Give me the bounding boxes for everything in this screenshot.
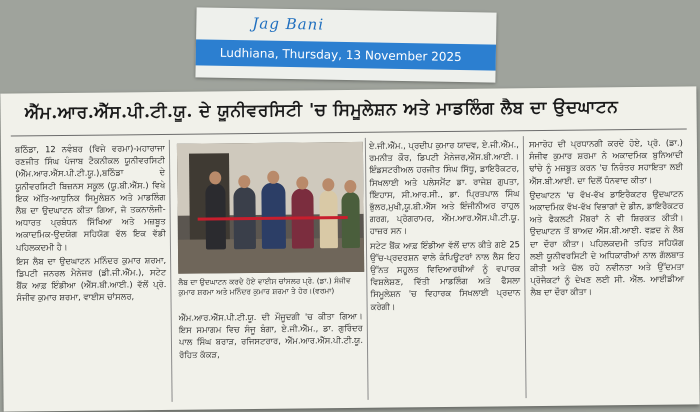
person-head <box>238 175 250 188</box>
person-head <box>322 178 334 191</box>
paragraph: ਬਠਿੰਡਾ, 12 ਨਵੰਬਰ (ਵਿਜੇ ਵਰਮਾ)-ਮਹਾਰਾਜਾ ਰਣਜੀਤ ਸਿੰਘ ਪੰਜਾਬ ਟੈਕਨੀਕਲ ਯੂਨੀਵਰਸਿਟੀ (ਐੱਮ.ਆਰ.ਐੱਸ.ਪੀ.ਟੀ.ਯੂ.),ਬਠਿੰਡਾ ਦੇ ਯੂਨੀਵਰਸਿਟੀ ਬਿਜ਼ਨਸ ਸਕੂਲ (ਯੂ.ਬੀ.ਐੱਸ.) ਵਿਖੇ ਇਕ ਅੱਤਿ-ਆਧੁਨਿਕ ਸਿਮੂਲੇਸ਼ਨ ਅਤੇ ਮਾਡਲਿੰਗ ਲੈਬ ਦਾ ਉਦਘਾਟਨ ਕੀਤਾ ਗਿਆ, ਜੋ ਤਕਨਾਲੋਜੀ-ਅਧਾਰਤ ਪ੍ਰਬੰਧਨ ਸਿੱਖਿਆ ਅਤੇ ਮਜ਼ਬੂਤ ਅਕਾਦਮਿਕ-ਉਦਯੋਗ ਸਹਿਯੋਗ ਵੱਲ ਇਕ ਵੱਡੀ ਪਹਿਲਕਦਮੀ ਹੈ। <box>14 142 166 253</box>
paragraph: ਸਮਾਰੋਹ ਦੀ ਪ੍ਰਧਾਨਗੀ ਕਰਦੇ ਹੋਏ, ਪ੍ਰੋ. (ਡਾ.) ਸੰਜੀਵ ਕੁਮਾਰ ਸ਼ਰਮਾ ਨੇ ਅਕਾਦਮਿਕ ਬੁਨਿਆਦੀ ਢਾਂਚੇ ਨੂੰ ਮਜ਼ਬੂਤ ਕਰਨ 'ਚ ਨਿਰੰਤਰ ਸਹਾਇਤਾ ਲਈ ਐੱਸ.ਬੀ.ਆਈ. ਦਾ ਦਿਲੋਂ ਧੰਨਵਾਦ ਕੀਤਾ। <box>528 137 684 186</box>
paragraph: ਏ.ਜੀ.ਐੱਮ., ਪ੍ਰਦੀਪ ਕੁਮਾਰ ਯਾਦਵ, ਏ.ਜੀ.ਐੱਮ., ਰਮਨੀਤ ਕੌਰ, ਡਿਪਟੀ ਮੈਨੇਜਰ,ਐੱਸ.ਬੀ.ਆਈ.। ਇੰਡਸਟਰੀਅਲ ਹਰਜੀਤ ਸਿੰਘ ਸਿੱਧੂ, ਡਾਇਰੈਕਟਰ, ਸਿਖਲਾਈ ਅਤੇ ਪਲੇਸਮੈਂਟ ਡਾ. ਰਾਜੇਸ਼ ਗੁਪਤਾ, ਇਿਹਾਸ, ਸੀ.ਆਰ.ਸੀ., ਡਾ. ਪ੍ਰਿਤਪਾਲ ਸਿੰਘ ਭੁੱਲਰ,ਮੁਖੀ,ਯੂ.ਬੀ.ਐੱਸ ਅਤੇ ਇੰਜੀਨੀਅਰ ਰਾਹੁਲ ਗਰਗ, ਪ੍ਰੋਗਰਾਮਰ, ਐੱਮ.ਆਰ.ਐੱਸ.ਪੀ.ਟੀ.ਯੂ. ਹਾਜ਼ਰ ਸਨ। <box>368 139 520 237</box>
newspaper-masthead <box>195 7 496 82</box>
paragraph: ਉਦਘਾਟਨ 'ਚ ਵੱਖ-ਵੱਖ ਡਾਇਰੈਕਟਰ ਉਦਘਾਟਨ ਅਕਾਦਮਿਕ ਵੱਖ-ਵੱਖ ਵਿਭਾਗਾਂ ਦੇ ਡੀਨ, ਡਾਇਰੈਕਟਰ ਅਤੇ ਫੈਕਲਟੀ ਮੈਂਬਰਾਂ ਨੇ ਵੀ ਸ਼ਿਰਕਤ ਕੀਤੀ। ਉਦਘਾਟਨ ਤੋਂ ਬਾਅਦ ਐੱਸ.ਬੀ.ਆਈ. ਵਫ਼ਦ ਨੇ ਲੈਬ ਦਾ ਦੌਰਾ ਕੀਤਾ। ਪਹਿਲਕਦਮੀ ਤਹਿਤ ਸਹਿਯੋਗ ਲਈ ਯੂਨੀਵਰਸਿਟੀ ਦੇ ਅਧਿਕਾਰੀਆਂ ਨਾਲ ਗੱਲਬਾਤ ਕੀਤੀ ਅਤੇ ਚੱਲ ਰਹੇ ਨਵੀਨਤਾ ਅਤੇ ਉੱਦਮਤਾ ਪ੍ਰੋਜੈਕਟਾਂ ਨੂੰ ਦੇਖਣ ਲਈ ਸੀ. ਐੱਲ. ਆਈਡੀਆ ਲੈਬ ਦਾ ਦੌਰਾ ਕੀਤਾ। <box>529 188 685 298</box>
headline-divider <box>11 128 687 136</box>
column-divider <box>523 136 527 398</box>
article-column-1 <box>15 142 168 402</box>
article-headline: ਐੱਮ.ਆਰ.ਐੱਸ.ਪੀ.ਟੀ.ਯੂ. ਦੇ ਯੂਨੀਵਰਸਿਟੀ 'ਚ ਸਿਮੂਲੇਸ਼ਨ ਅਤੇ ਮਾਡਲਿੰਗ ਲੈਬ ਦਾ ਉਦਘਾਟਨ <box>24 97 619 124</box>
article-column-2 <box>179 310 364 400</box>
column-divider <box>365 138 369 400</box>
person-head <box>296 176 308 189</box>
newspaper-logo: Jag Bani <box>252 14 325 34</box>
paragraph: ਇਸ ਲੈਬ ਦਾ ਉਦਘਾਟਨ ਮਨਿੰਦਰ ਕੁਮਾਰ ਸ਼ਰਮਾ, ਡਿਪਟੀ ਜਨਰਲ ਮੈਨੇਜਰ (ਡੀ.ਜੀ.ਐੱਮ.), ਸਟੇਟ ਬੈਂਕ ਆਫ਼ ਇੰਡੀਆ (ਐੱਸ.ਬੀ.ਆਈ.) ਵੱਲੋਂ ਪ੍ਰੋ. ਸੰਜੀਵ ਕੁਮਾਰ ਸ਼ਰਮਾ, ਵਾਈਸ ਚਾਂਸਲਰ, <box>16 254 167 303</box>
article-column-4 <box>529 137 686 397</box>
newspaper-clipping <box>0 86 699 411</box>
person-head <box>344 180 356 193</box>
event-photo <box>177 142 364 274</box>
paragraph: ਐੱਮ.ਆਰ.ਐੱਸ.ਪੀ.ਟੀ.ਯੂ. ਦੀ ਮੌਜੂਦਗੀ 'ਚ ਕੀਤਾ ਗਿਆ। ਇਸ ਸਮਾਗਮ ਵਿਚ ਸੰਜੂ ਬੰਗਾ, ਏ.ਜੀ.ਐੱਮ., ਡਾ. ਗੁਰਿੰਦਰ ਪਾਲ ਸਿੰਘ ਬਰਾੜ, ਰਜਿਸਟਰਾਰ, ਐੱਮ.ਆਰ.ਐੱਸ.ਪੀ.ਟੀ.ਯੂ. ਰੋਹਿਤ ਕੱਕੜ, <box>178 310 364 360</box>
dateline-bar: Ludhiana, Thursday, 13 November 2025 <box>196 39 496 70</box>
person-head <box>267 171 279 184</box>
paragraph: ਸਟੇਟ ਬੈਂਕ ਆਫ਼ ਇੰਡੀਆ ਵੱਲੋਂ ਦਾਨ ਕੀਤੇ ਗਏ 25 ਉੱਚ-ਪ੍ਰਦਰਸ਼ਨ ਵਾਲੇ ਕੰਪਿਊਟਰਾਂ ਨਾਲ ਲੈਸ ਇਹ ਉੱਨਤ ਸਹੂਲਤ ਵਿਦਿਆਰਥੀਆਂ ਨੂੰ ਵਪਾਰਕ ਵਿਸ਼ਲੇਸ਼ਣ, ਵਿੱਤੀ ਮਾਡਲਿੰਗ ਅਤੇ ਫੈਸਲਾ ਸਿਮੂਲੇਸ਼ਨ 'ਚ ਵਿਹਾਰਕ ਸਿਖਲਾਈ ਪ੍ਰਦਾਨ ਕਰੇਗੀ। <box>369 238 521 312</box>
photo-caption: ਲੈਬ ਦਾ ਉਦਘਾਟਨ ਕਰਦੇ ਹੋਏ ਵਾਈਸ ਚਾਂਸਲਰ ਪ੍ਰੋ. (ਡਾ.) ਸੰਜੀਵ ਕੁਮਾਰ ਸ਼ਰਮਾ ਅਤੇ ਮਨਿੰਦਰ ਕੁਮਾਰ ਸ਼ਰਮਾ ਤੇ ਹੋਰ।(ਵਰਮਾ) <box>178 275 351 297</box>
article-column-3 <box>369 138 522 398</box>
person-head <box>209 171 221 184</box>
person-figure <box>341 192 360 248</box>
column-divider <box>169 140 173 402</box>
